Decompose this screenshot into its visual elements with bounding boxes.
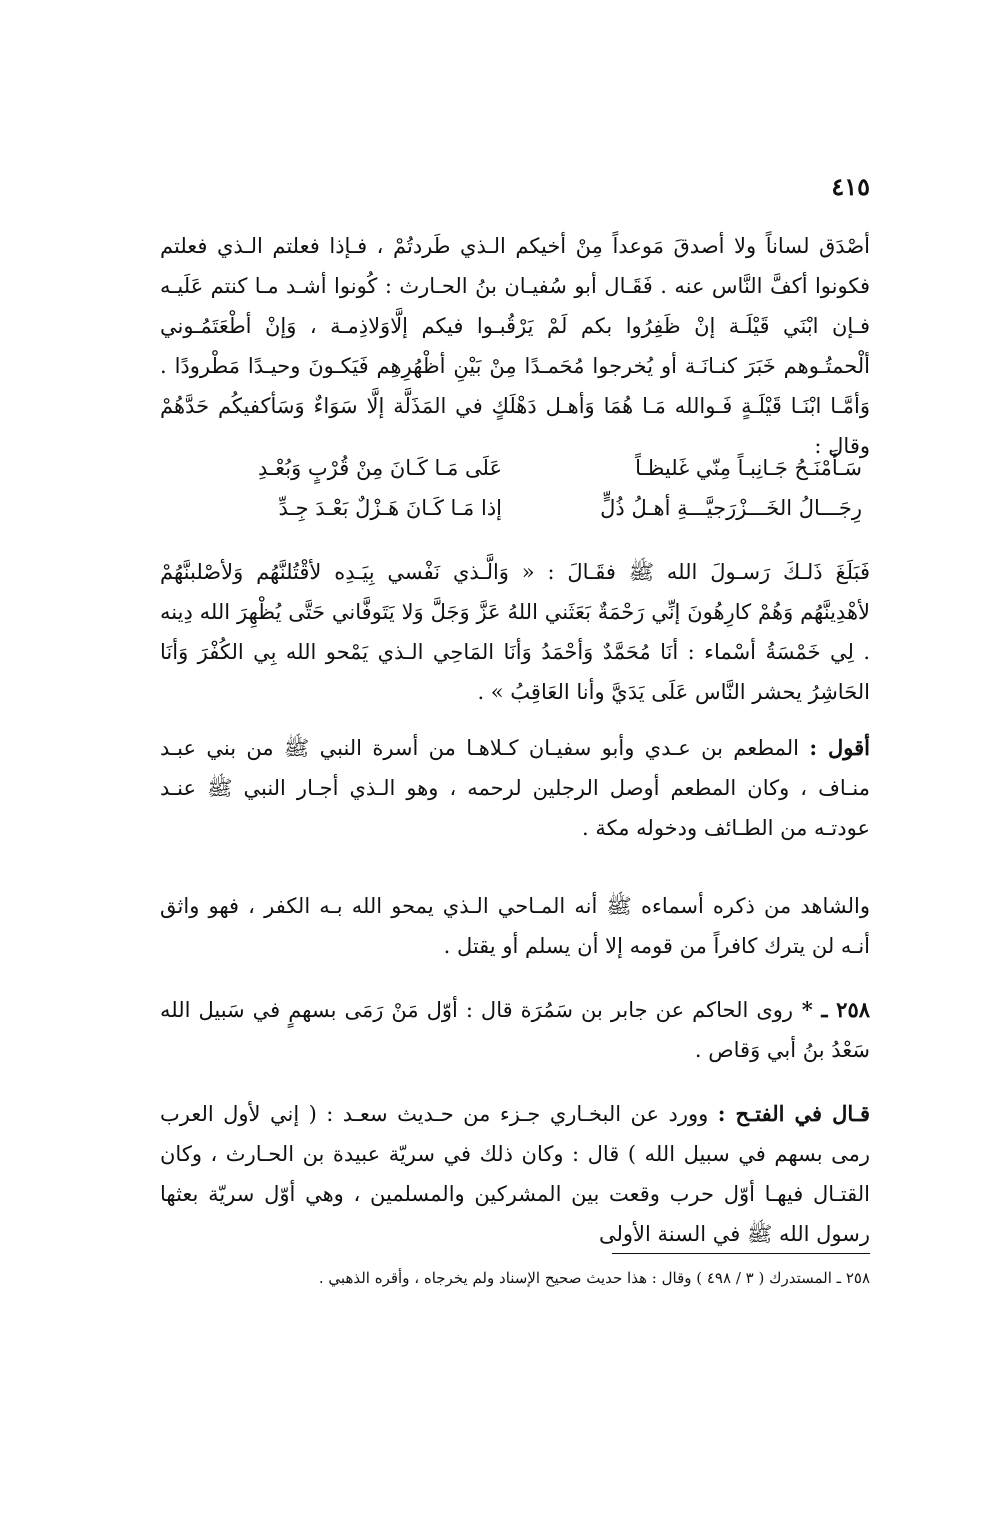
footnote: ٢٥٨ ـ المستدرك ( ٣ / ٤٩٨ ) وقال : هذا حديث صحيح الإسناد ولم يخرجاه ، وأقره الذهبي .	[318, 1269, 870, 1287]
paragraph-evidence: والشاهد من ذكره أسماءه ﷺ أنه المـاحي الـذي يمحو الله بـه الكفر ، فهو واثق أنـه لن يترك كافراً من قومه إلا أن يسلم أو يقتل .	[160, 894, 870, 958]
commentary-text: المطعم بن عـدي وأبو سفيـان كـلاهـا من أسرة النبي ﷺ من بني عبـد منـاف ، وكان المطعم أوصل الرجلين لرحمه ، وهو الـذي أجـار النبي ﷺ عنـد عودتـه من الطـائف ودخوله مكة .	[160, 736, 870, 840]
poem-hemistich-first: رِجَـــالُ الخَـــزْرَجيَّـــةِ أهـلُ ذُلٍّ	[600, 496, 862, 520]
poem-hemistich-second: إذا مَـا كَـانَ هَـزْلٌ بَعْـدَ جِـدِّ	[278, 496, 502, 520]
paragraph-hadith: فَبَلَغَ ذَلـكَ رَسـولَ الله ﷺ فقَـالَ : « وَالَّـذي نَفْسي بِيَـدِه لأقْتُلنَّهُم وَلأصْلبنَّهُمْ لأهْدِينَّهُم وَهُمْ كارِهُونَ إنِّي رَحْمَةٌ بَعَثَني اللهُ عَزَّ وَجَلَّ وَلا يَتَوفَّاني حَتَّى يُظْهِرَ الله دِينه . لِي خَمْسَةُ أسْماء : أنَا مُحَمَّدٌ وَأحْمَدُ وَأنَا المَاحِي الـذي يَمْحو الله بِي الكُفْرَ وَأنَا الحَاشِرُ يحشر النَّاس عَلَى يَدَيَّ وأنا العَاقِبُ » .	[160, 560, 870, 704]
fath-lead: قـال في الفتـح :	[717, 1101, 870, 1126]
paragraph-hadith-258	[160, 990, 870, 1070]
poem-verse	[160, 488, 870, 528]
footnote-divider	[612, 1253, 870, 1254]
paragraph-fath-commentary	[160, 1094, 870, 1254]
hadith-text: روى الحاكم عن جابر بن سَمُرَة قال : أوّل مَنْ رَمَى بسهمٍ في سَبيل الله سَعْدُ بنُ أبي وَقاص .	[160, 998, 870, 1062]
hadith-number: ٢٥٨ ـ *	[793, 997, 871, 1022]
poem-verse	[160, 448, 870, 488]
paragraph-quraysh-speech: أصْدَق لساناً ولا أصدقَ مَوعداً مِنْ أخيكم الـذي طَردتُمْ ، فـإذا فعلتم الـذي فعلتم فكونوا أكفَّ النَّاس عنه . فَقَـال أبو سُفيـان بنُ الحـارث : كُونوا أشـد مـا كنتم عَلَيـه فـإن ابْنَي قَيْلَـة إنْ ظَفِرُوا بكم لَمْ يَرْقُبـوا فيكم إلَّاوَلاذِمـة ، وَإنْ أطْعَتَمُـوني ألْحمتُـوهم خَبَرَ كنـانَـة أو يُخرجوا مُحَمـدًا مِنْ بَيْنِ أظْهُرِهِم فَيَكـونَ وحيـدًا مَطْرودًا . وَأمَّـا ابْنَـا قَيْلَـةٍ فَـوالله مَـا هُمَا وَأهـل دَهْلَكٍ في المَذَلَّة إلَّا سَوَاءٌ وَسَأكفيكُم حَدَّهُمْ وقال :	[160, 234, 870, 458]
commentary-lead: أقول :	[809, 735, 870, 760]
poem-hemistich-second: عَلَى مَـا كَـانَ مِنْ قُرْبٍ وَبُعْـدِ	[257, 456, 502, 480]
page-number: ٤١٥	[831, 172, 870, 201]
fath-text: وورد عن البخـاري جـزء من حـديث سعـد : ( إني لأول العرب رمى بسهم في سبيل الله ) قال : وكان ذلك في سريّة عبيدة بن الحـارث ، وكان القتـال فيهـا أوّل حرب وقعت بين المشركين والمسلمين ، وهي أوّل سريّة بعثها رسول الله ﷺ في السنة الأولى	[160, 1102, 870, 1246]
book-page	[160, 0, 870, 1518]
poem	[160, 448, 870, 528]
paragraph-commentary	[160, 728, 870, 848]
poem-hemistich-first: سَـأَمْنَـحُ جَـانِبـاً مِنّي غَليظـاً	[635, 456, 862, 480]
